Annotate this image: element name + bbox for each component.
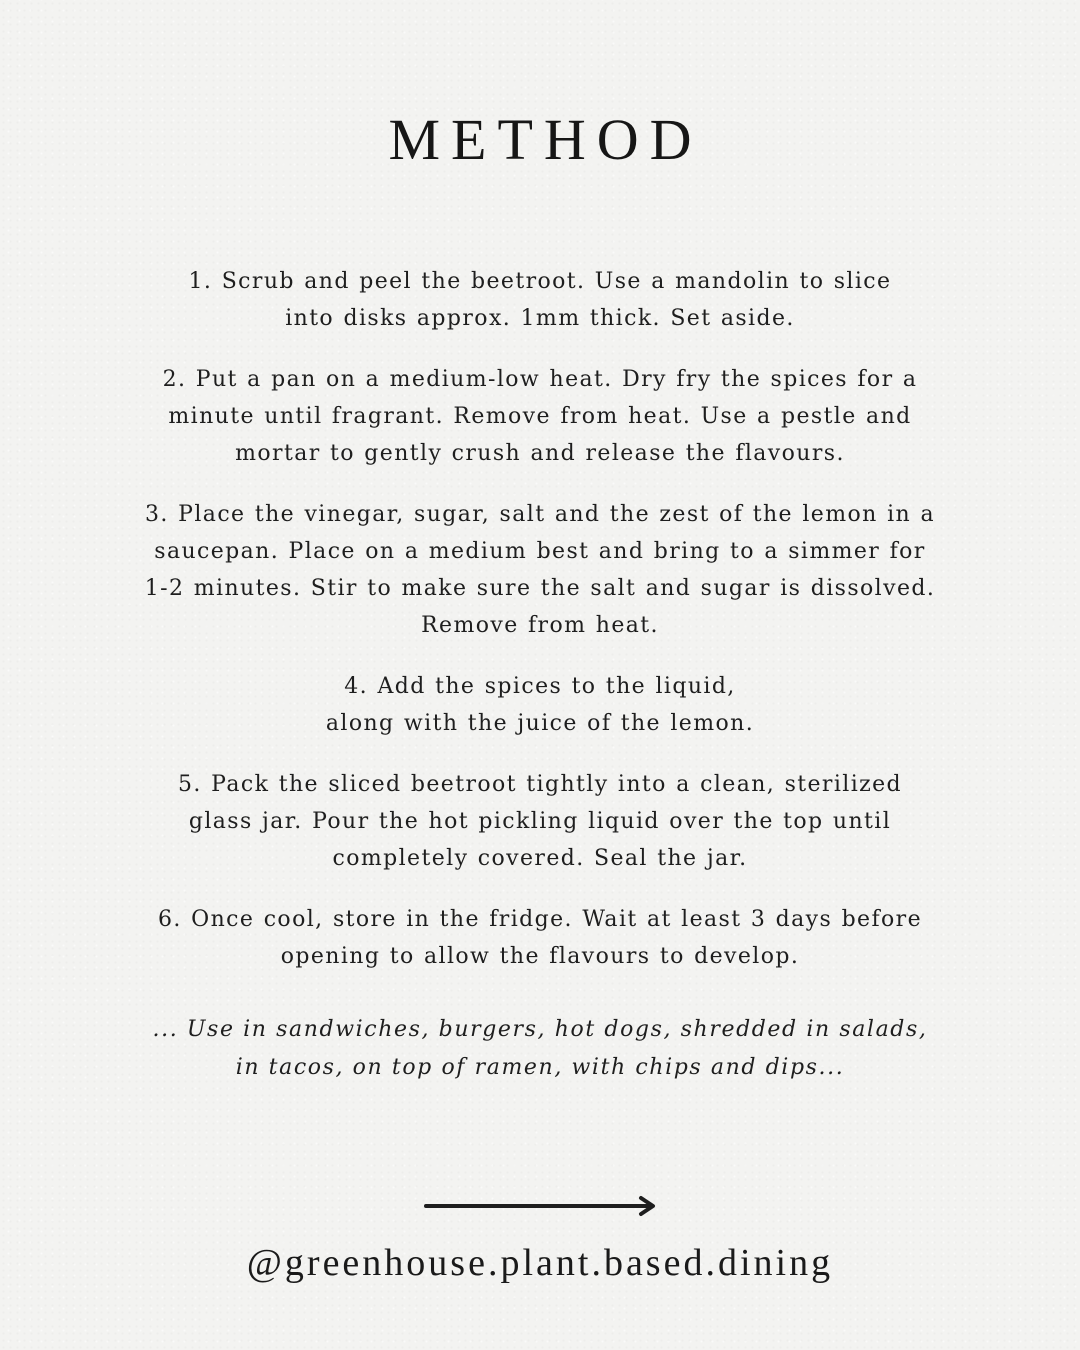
serving-note: ... Use in sandwiches, burgers, hot dogs, shredded in salads, in tacos, on top of ramen, with chips and dips... xyxy=(152,1017,928,1080)
method-steps xyxy=(100,263,980,1109)
step-1: 1. Scrub and peel the beetroot. Use a mandolin to slice into disks approx. 1mm thick. Set aside. xyxy=(188,269,892,331)
step-4: 4. Add the spices to the liquid, along with the juice of the lemon. xyxy=(325,674,755,736)
social-handle: @greenhouse.plant.based.dining xyxy=(246,1242,834,1284)
step-2: 2. Put a pan on a medium-low heat. Dry fry the spices for a minute until fragrant. Remove from heat. Use a pestle and mortar to gently crush and release the flavours. xyxy=(162,367,918,466)
page-title: METHOD xyxy=(388,107,703,172)
right-arrow-icon xyxy=(424,1194,658,1218)
step-3: 3. Place the vinegar, sugar, salt and the zest of the lemon in a saucepan. Place on a medium best and bring to a simmer for 1-2 minutes. Stir to make sure the salt and sugar is dissolved. Remove from heat. xyxy=(144,502,936,638)
step-5: 5. Pack the sliced beetroot tightly into a clean, sterilized glass jar. Pour the hot pickling liquid over the top until completely covered. Seal the jar. xyxy=(177,772,903,871)
step-6: 6. Once cool, store in the fridge. Wait at least 3 days before opening to allow the flavours to develop. xyxy=(157,907,922,969)
